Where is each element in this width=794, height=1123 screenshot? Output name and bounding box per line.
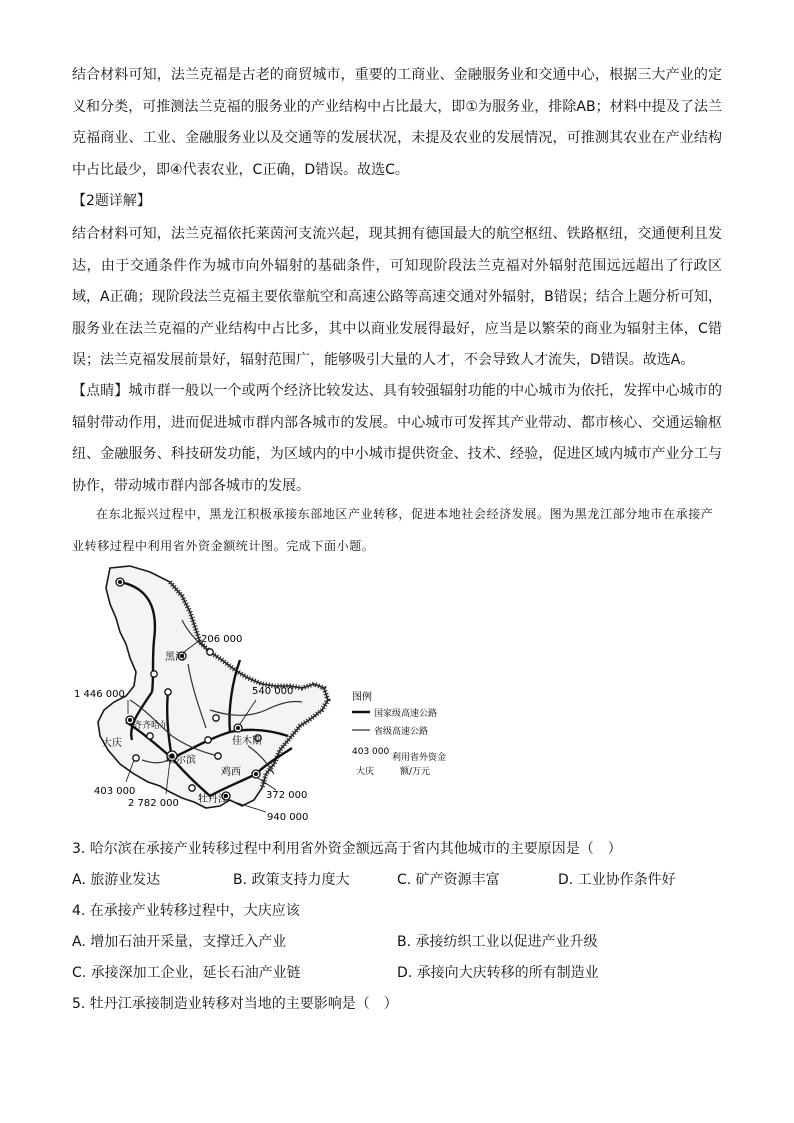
city-daqing: 大庆 [102, 738, 122, 749]
value-jixi: 372 000 [266, 790, 308, 801]
svg-text:省级高速公路: 省级高速公路 [374, 727, 429, 737]
question-5-stem: 5. 牡丹江承接制造业转移对当地的主要影响是（ ） [72, 996, 398, 1012]
answer-paragraph-2: 结合材料可知，法兰克福依托莱茵河支流兴起，现其拥有德国最大的航空枢纽、铁路枢纽，交通便利且发达，由于交通条件作为城市向外辐射的基础条件，可知现阶段法兰克福对外辐射范围远远超出了行政区域，A正确；现阶段法兰克福主要依靠航空和高速公路等高速交通对外辐射，B错误；结合上题分析可知，服务业在法兰克福的产业结构中占比多，其中以商业发展得最好，应当是以繁荣的商业为辐射主体，C错误；法兰克福发展前景好，辐射范围广，能够吸引大量的人才，不会导致人才流失，D错误。故选A。 [72, 226, 722, 368]
tip-paragraph: 【点睛】城市群一般以一个或两个经济比较发达、具有较强辐射功能的中心城市为依托，发挥中心城市的辐射带动作用，进而促进城市群内部各城市的发展。中心城市可发挥其产业带动、都市核心、交通运输枢纽、金融服务、科技研发功能，为区域内的中小城市提供资金、技术、经验，促进区域内城市产业分工与协作，带动城市群内部各城市的发展。 [72, 383, 722, 494]
svg-text:国家级高速公路: 国家级高速公路 [374, 709, 438, 719]
value-mudanjiang: 940 000 [267, 812, 309, 823]
q3-option-a[interactable]: A. 旅游业发达 [72, 872, 161, 888]
value-harbin: 2 782 000 [128, 798, 179, 809]
q4-option-d[interactable]: D. 承接向大庆转移的所有制造业 [397, 965, 599, 981]
value-qiqihar: 1 446 000 [74, 689, 125, 700]
question-4-stem: 4. 在承接产业转移过程中，大庆应该 [72, 903, 300, 919]
city-qiqihar: 齐齐哈尔 [133, 721, 170, 731]
section-heading-q2: 【2题详解】 [72, 193, 151, 209]
value-daqing: 403 000 [94, 786, 136, 797]
city-heihe: 黑河 [165, 652, 185, 663]
city-jiamusi: 佳木斯 [232, 736, 262, 747]
q3-option-c[interactable]: C. 矿产资源丰富 [397, 872, 500, 888]
city-harbin: 哈尔滨 [166, 755, 196, 766]
map-legend [352, 690, 446, 777]
q3-option-b[interactable]: B. 政策支持力度大 [233, 872, 350, 888]
answer-paragraph-1: 结合材料可知，法兰克福是古老的商贸城市，重要的工商业、金融服务业和交通中心，根据三大产业的定义和分类，可推测法兰克福的服务业的产业结构中占比最大，即①为服务业，排除AB；材料中提及了法兰克福商业、工业、金融服务业以及交通等的发展状况，未提及农业的发展情况，可推测其农业在产业结构中占比最少，即④代表农业，C正确，D错误。故选C。 [72, 67, 722, 178]
svg-text:图例: 图例 [352, 692, 372, 703]
q4-option-b[interactable]: B. 承接纺织工业以促进产业升级 [397, 934, 598, 950]
city-jixi: 鸡西 [221, 767, 241, 778]
svg-text:403 000: 403 000 [352, 747, 390, 757]
q4-option-c[interactable]: C. 承接深加工企业，延长石油产业链 [72, 965, 301, 981]
value-jiamusi: 540 000 [252, 686, 294, 697]
svg-text:利用省外资金: 利用省外资金 [392, 753, 447, 763]
question-3-stem: 3. 哈尔滨在承接产业转移过程中利用省外资金额远高于省内其他城市的主要原因是（ ） [72, 841, 622, 857]
question-intro: 在东北振兴过程中，黑龙江积极承接东部地区产业转移，促进本地社会经济发展。图为黑龙江部分地市在承接产业转移过程中利用省外资金额统计图。完成下面小题。 [72, 507, 714, 553]
svg-text:额/万元: 额/万元 [400, 767, 431, 777]
q4-option-a[interactable]: A. 增加石油开采量，支撑迁入产业 [72, 934, 287, 950]
value-heihe: 206 000 [201, 634, 243, 645]
q3-option-d[interactable]: D. 工业协作条件好 [558, 872, 676, 888]
city-mudanjiang: 牡丹江 [198, 794, 228, 805]
svg-text:大庆: 大庆 [356, 767, 375, 777]
heilongjiang-map [70, 560, 490, 825]
